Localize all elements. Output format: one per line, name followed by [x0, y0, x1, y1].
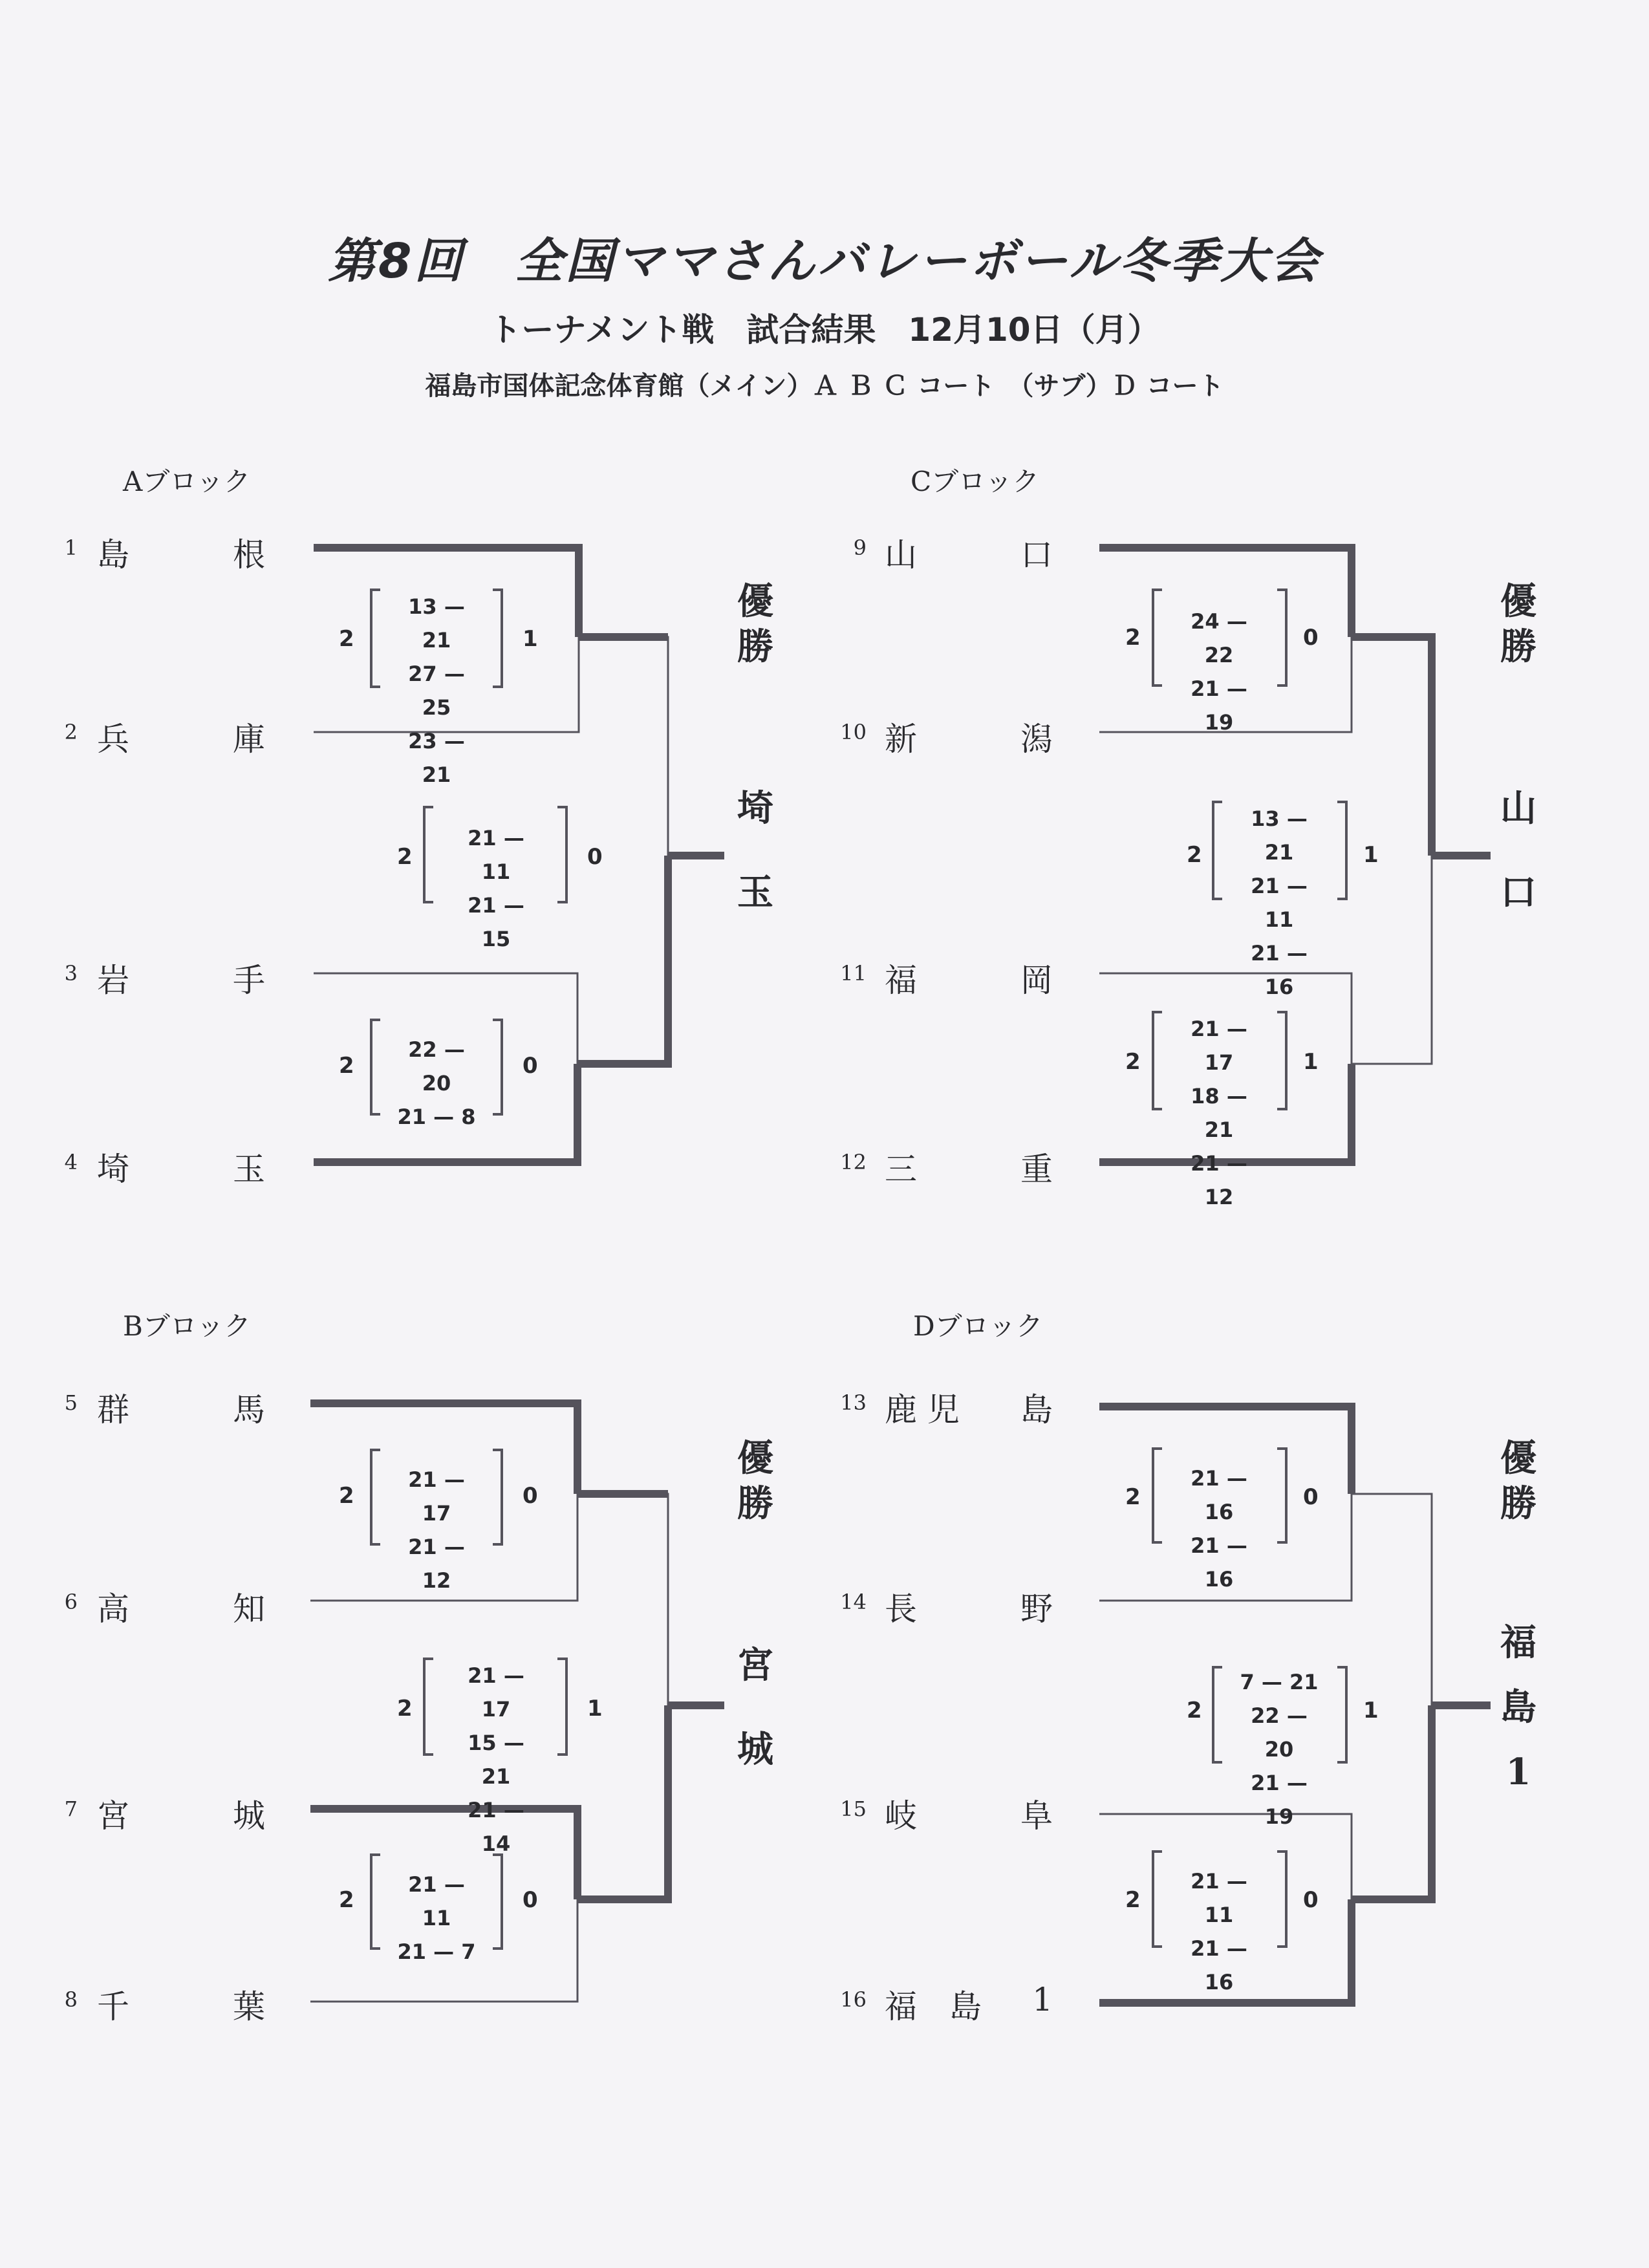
team-no: 14: [840, 1590, 867, 1614]
a-f-bracket-right: [557, 807, 566, 902]
d-semi2-out: [1352, 1705, 1432, 1899]
a-semi2-out: [577, 856, 668, 1064]
match-score-left: 2: [1125, 1887, 1141, 1913]
match-score-right: 0: [1303, 1484, 1319, 1510]
c-semi2-out: [1352, 856, 1432, 1064]
team-no: 6: [64, 1590, 78, 1614]
b-m1-bracket-right: [493, 1450, 502, 1544]
team-no: 10: [840, 720, 867, 744]
match-sets: 21 — 11 21 — 16: [1191, 1869, 1247, 1994]
match-score-right: 0: [523, 1887, 538, 1913]
team-no: 1: [64, 535, 78, 560]
block-c-label: Cブロック: [911, 466, 1040, 497]
match-score-right: 1: [1363, 842, 1379, 868]
a-f-bracket-left: [424, 807, 433, 902]
team-no: 15: [840, 1797, 867, 1821]
d-m1-bracket-right: [1277, 1449, 1286, 1542]
team-name: 三 重: [885, 1150, 1053, 1188]
a-semi1-out: [579, 637, 668, 856]
match-sets: 13 — 21 27 — 25 23 — 21: [408, 594, 465, 787]
team-no: 2: [64, 720, 78, 744]
team-name: 島 根: [97, 536, 265, 574]
a-m1-bracket-left: [371, 590, 380, 687]
match-score-left: 2: [339, 1053, 354, 1079]
c-semi1-out: [1352, 637, 1432, 856]
team-name: 福 岡: [885, 962, 1053, 999]
b-f-bracket-left: [424, 1659, 433, 1755]
match-score-left: 2: [397, 1696, 413, 1722]
team-name: 埼 玉: [97, 1150, 265, 1188]
winner-label: 優 勝: [737, 1437, 773, 1525]
match-score-right: 0: [587, 844, 603, 870]
team-no: 5: [64, 1390, 78, 1415]
a-m1-bracket-right: [493, 590, 502, 687]
match-score-left: 2: [1125, 1484, 1141, 1510]
match-score-left: 2: [339, 1887, 354, 1913]
match-sets: 21 — 11 21 — 15: [468, 826, 524, 951]
team-no: 8: [64, 1987, 78, 2012]
d-m2-bracket-left: [1153, 1852, 1162, 1947]
team-no: 9: [853, 535, 867, 560]
a-m2-bracket-left: [371, 1020, 380, 1114]
winner-label: 優 勝: [1500, 580, 1536, 668]
team-name: 山 口: [885, 536, 1053, 574]
winner-label: 優 勝: [1500, 1437, 1536, 1525]
block-a-label: Aブロック: [123, 466, 251, 497]
c-m2-bracket-left: [1153, 1012, 1162, 1109]
match-score-left: 2: [1187, 1698, 1202, 1723]
team-name: 群 馬: [97, 1391, 265, 1429]
a-m2-bracket-right: [493, 1020, 502, 1114]
team-name: 福 島 1: [885, 1981, 1053, 2025]
d-f-bracket-left: [1213, 1667, 1222, 1762]
b-f-bracket-right: [557, 1659, 566, 1755]
match-sets: 21 — 11 21 — 7: [397, 1872, 476, 1964]
team-name: 高 知: [97, 1590, 265, 1628]
b-m1-bracket-left: [371, 1450, 380, 1544]
team-name: 岐 阜: [885, 1797, 1053, 1835]
match-score-right: 1: [587, 1696, 603, 1722]
match-score-left: 2: [397, 844, 413, 870]
block-b-label: Bブロック: [123, 1310, 252, 1342]
d-f-bracket-right: [1337, 1667, 1346, 1762]
venue-line: 福島市国体記念体育館（メイン）Ａ Ｂ Ｃ コート （サブ）Ｄ コート: [425, 371, 1224, 401]
match-score-left: 2: [339, 1483, 354, 1509]
match-sets: 24 — 22 21 — 19: [1191, 609, 1247, 735]
match-score-left: 2: [1125, 625, 1141, 651]
c-f-bracket-left: [1213, 802, 1222, 899]
match-sets: 13 — 21 21 — 11 21 — 16: [1251, 806, 1308, 999]
page-subtitle: トーナメント戦 試合結果 12月10日（月）: [489, 311, 1160, 349]
d-semi1-out: [1352, 1494, 1432, 1705]
match-sets: 22 — 20 21 — 8: [397, 1037, 476, 1129]
team-no: 16: [840, 1987, 867, 2012]
team-name: 宮 城: [97, 1797, 265, 1835]
c-m1-bracket-right: [1277, 590, 1286, 686]
block-champion: 宮 城: [737, 1644, 773, 1771]
b-m2-bracket-right: [493, 1855, 502, 1949]
d-m1-bracket-left: [1153, 1449, 1162, 1542]
match-score-right: 1: [1303, 1049, 1319, 1075]
match-sets: 21 — 17 21 — 12: [408, 1467, 465, 1593]
c-m1-bracket-left: [1153, 590, 1162, 686]
match-sets: 21 — 17 18 — 21 21 — 12: [1191, 1017, 1247, 1209]
team-name: 岩 手: [97, 962, 265, 999]
match-score-right: 0: [523, 1053, 538, 1079]
team-no: 12: [840, 1150, 867, 1174]
match-score-right: 1: [1363, 1698, 1379, 1723]
block-d-label: Dブロック: [913, 1310, 1043, 1342]
team-name: 長 野: [885, 1590, 1053, 1628]
team-no: 4: [64, 1150, 78, 1174]
block-champion: 山 口: [1500, 787, 1536, 914]
d-m2-bracket-right: [1277, 1852, 1286, 1947]
match-score-left: 2: [1125, 1049, 1141, 1075]
c-m2-bracket-right: [1277, 1012, 1286, 1109]
block-champion: 埼 玉: [737, 787, 773, 914]
team-no: 11: [840, 961, 867, 986]
b-semi2-out: [577, 1705, 668, 1899]
team-no: 3: [64, 961, 78, 986]
match-sets: 21 — 17 15 — 21 21 — 14: [468, 1663, 524, 1856]
b-m2-bracket-left: [371, 1855, 380, 1949]
team-name: 新 潟: [885, 720, 1053, 758]
block-champion: 福 島 1: [1500, 1621, 1536, 1793]
page-title: 第8回 全国ママさんバレーボール冬季大会: [327, 233, 1321, 289]
team-no: 13: [840, 1390, 867, 1415]
match-sets: 21 — 16 21 — 16: [1191, 1466, 1247, 1592]
match-score-right: 0: [1303, 1887, 1319, 1913]
match-score-right: 1: [523, 626, 538, 652]
match-score-right: 0: [523, 1483, 538, 1509]
team-no: 7: [64, 1797, 78, 1821]
team-name: 兵 庫: [97, 720, 265, 758]
c-f-bracket-right: [1337, 802, 1346, 899]
match-score-left: 2: [339, 626, 354, 652]
match-sets: 7 — 21 22 — 20 21 — 19: [1240, 1670, 1319, 1829]
b-semi1-out: [577, 1494, 668, 1705]
team-name: 千 葉: [97, 1988, 265, 2025]
match-score-right: 0: [1303, 625, 1319, 651]
match-score-left: 2: [1187, 842, 1202, 868]
team-name: 鹿 児 島: [885, 1391, 1053, 1429]
winner-label: 優 勝: [737, 580, 773, 668]
